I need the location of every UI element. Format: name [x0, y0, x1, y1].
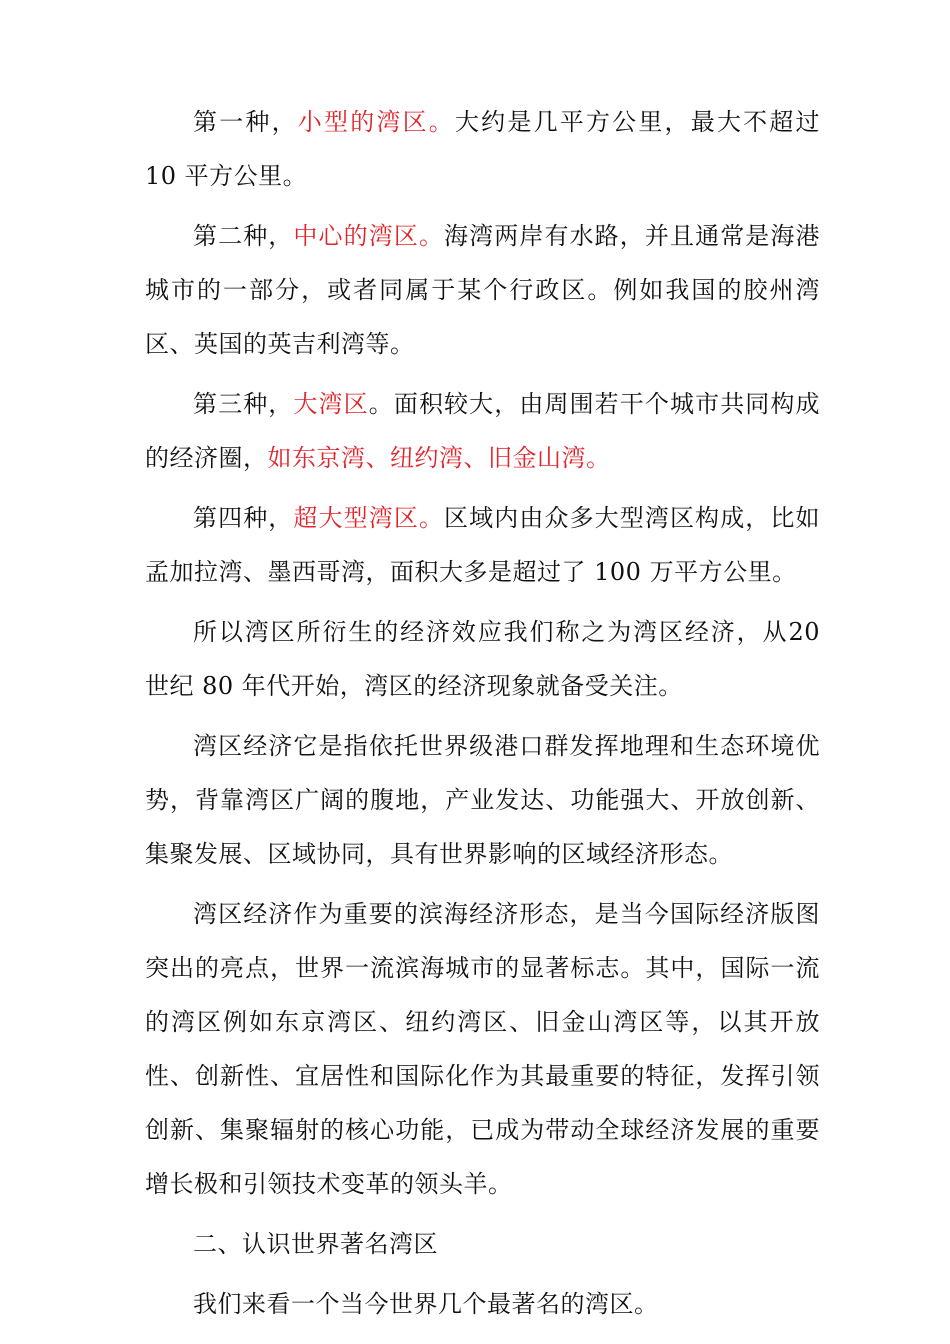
paragraph-lead: 第一种，	[193, 108, 298, 136]
section-heading: 二、认识世界著名湾区	[193, 1230, 438, 1258]
paragraph-type-1	[145, 95, 820, 203]
highlight-text: 中心的湾区。	[293, 222, 445, 250]
paragraph-bay-economy-significance: 湾区经济作为重要的滨海经济形态，是当今国际经济版图突出的亮点，世界一流滨海城市的显著标志。其中，国际一流的湾区例如东京湾区、纽约湾区、旧金山湾区等，以其开放性、创新性、宜居性和国际化作为其最重要的特征，发挥引领创新、集聚辐射的核心功能，已成为带动全球经济发展的重要增长极和引领技术变革的领头羊。	[145, 900, 820, 1198]
highlight-text: 超大型湾区。	[293, 504, 445, 532]
highlight-text: 大湾区	[293, 390, 369, 418]
paragraph-lead: 第三种，	[193, 390, 294, 418]
highlight-examples: 如东京湾、纽约湾、旧金山湾。	[267, 444, 611, 472]
paragraph-body: 区域内由众多大型湾区构成，比如孟加拉湾、墨西哥湾，面积大多是超过了 100 万平方公里。	[145, 504, 821, 586]
paragraph-bay-economy-origin: 所以湾区所衍生的经济效应我们称之为湾区经济，从20 世纪 80 年代开始，湾区的经济现象就备受关注。	[145, 618, 820, 700]
paragraph-type-2	[145, 209, 820, 371]
paragraph-bay-economy-definition: 湾区经济它是指依托世界级港口群发挥地理和生态环境优势，背靠湾区广阔的腹地，产业发达、功能强大、开放创新、集聚发展、区域协同，具有世界影响的区域经济形态。	[145, 732, 820, 868]
paragraph-type-3	[145, 377, 820, 485]
paragraph-body: 。面积较大，由周围若干个城市共同构成的经济圈，	[145, 390, 821, 472]
highlight-text: 小型的湾区。	[297, 108, 455, 136]
paragraph-body: 大约是几平方公里，最大不超过 10 平方公里。	[145, 108, 821, 190]
document-page	[145, 95, 820, 1337]
paragraph-body: 海湾两岸有水路，并且通常是海港城市的一部分，或者同属于某个行政区。例如我国的胶州湾区、英国的英吉利湾等。	[145, 222, 821, 358]
paragraph-lead: 第二种，	[193, 222, 294, 250]
paragraph-lead: 第四种，	[193, 504, 294, 532]
paragraph-intro-famous-bays: 我们来看一个当今世界几个最著名的湾区。	[193, 1290, 659, 1318]
paragraph-type-4	[145, 491, 820, 599]
